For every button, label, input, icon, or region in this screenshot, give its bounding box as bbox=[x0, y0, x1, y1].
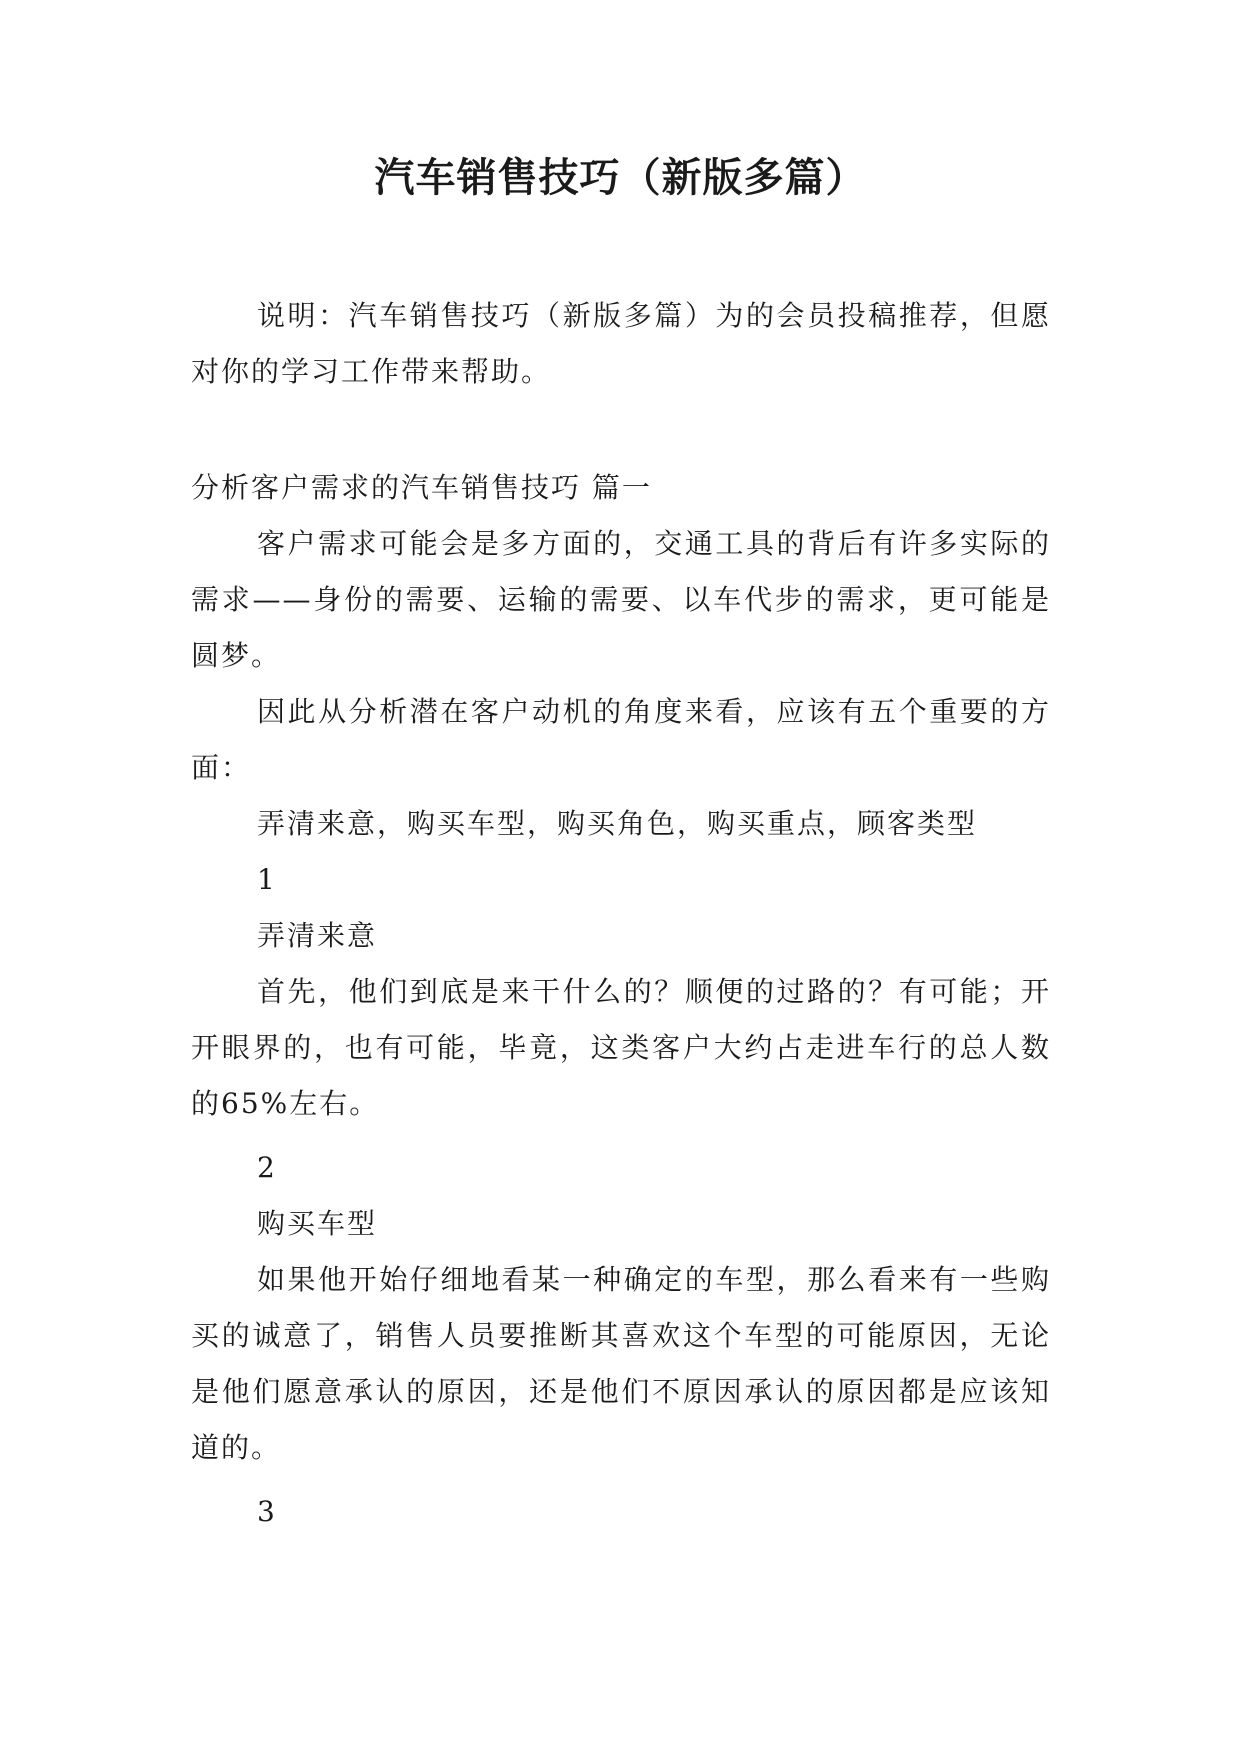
item-text-2: 如果他开始仔细地看某一种确定的车型，那么看来有一些购买的诚意了，销售人员要推断其喜欢这个车型的可能原因，无论是他们愿意承认的原因，还是他们不原因承认的原因都是应该知道的。 bbox=[191, 1263, 1051, 1464]
paragraph-customer-needs: 客户需求可能会是多方面的，交通工具的背后有许多实际的需求——身份的需要、运输的需要、以车代步的需求，更可能是圆梦。 bbox=[191, 527, 1051, 672]
document-title: 汽车销售技巧（新版多篇） bbox=[374, 155, 867, 201]
paragraph-aspect-list: 弄清来意，购买车型，购买角色，购买重点，顾客类型 bbox=[257, 807, 978, 840]
item-title-1: 弄清来意 bbox=[257, 919, 378, 952]
paragraph-five-aspects: 因此从分析潜在客户动机的角度来看，应该有五个重要的方面： bbox=[191, 695, 1051, 784]
document-body bbox=[191, 288, 1051, 1540]
item-number-1: 1 bbox=[257, 863, 277, 896]
intro-paragraph: 说明：汽车销售技巧（新版多篇）为的会员投稿推荐，但愿对你的学习工作带来帮助。 bbox=[191, 299, 1051, 388]
item-number-3: 3 bbox=[257, 1495, 277, 1528]
item-text-1: 首先，他们到底是来干什么的？顺便的过路的？有可能；开开眼界的，也有可能，毕竟，这类客户大约占走进车行的总人数的65%左右。 bbox=[191, 975, 1051, 1120]
item-title-2: 购买车型 bbox=[257, 1207, 378, 1240]
item-number-2: 2 bbox=[257, 1151, 277, 1184]
section-heading: 分析客户需求的汽车销售技巧 篇一 bbox=[191, 471, 652, 504]
